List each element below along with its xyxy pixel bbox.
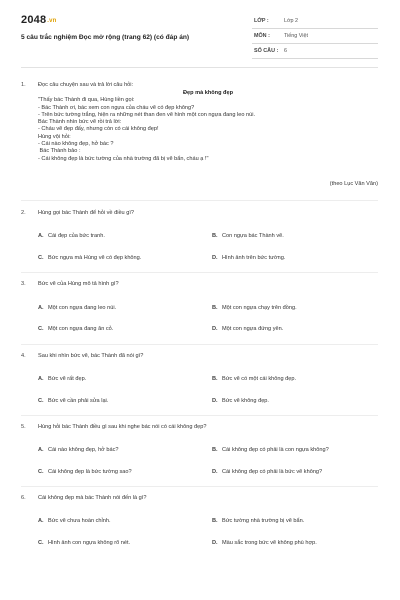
meta-key: SỐ CÂU :	[254, 48, 279, 54]
option-text: Cái nào không đẹp, hở bác?	[48, 447, 119, 453]
option-label: C.	[38, 326, 44, 332]
option-text: Một con ngựa chạy trên đồng.	[222, 305, 297, 311]
option-label: C.	[38, 255, 44, 261]
meta-row-subject	[252, 29, 378, 44]
option-d[interactable]	[212, 540, 317, 547]
option-text: Bức vẽ có một cái không đẹp.	[222, 376, 297, 382]
page-header	[0, 0, 400, 68]
option-label: C.	[38, 398, 44, 404]
passage-line: - Trên bức tường trắng, hiện ra những nét than đen vẽ hình một con ngựa đang leo núi.	[38, 111, 256, 118]
option-b[interactable]	[212, 233, 284, 240]
option-label: B.	[212, 518, 218, 524]
question-divider	[21, 344, 378, 345]
question-number: 5.	[21, 424, 26, 430]
meta-value: Lớp 2	[284, 18, 299, 24]
option-a[interactable]	[38, 233, 105, 240]
passage-line: - Bác Thành ơi, bác xem con ngựa của cháu vẽ có đẹp không?	[38, 104, 195, 111]
option-c[interactable]	[38, 540, 130, 547]
passage-line: - Cái không đẹp là bức tường của nhà trường đã bị vẽ bẩn, cháu ạ !"	[38, 155, 209, 162]
option-label: A.	[38, 305, 44, 311]
story-passage	[38, 90, 378, 190]
option-label: C.	[38, 469, 44, 475]
question-stem: Bức vẽ của Hùng mô tả hình gì?	[38, 281, 119, 287]
meta-key: LỚP :	[254, 18, 269, 24]
option-label: B.	[212, 233, 218, 239]
option-label: D.	[212, 326, 218, 332]
question-stem: Cái không đẹp mà bác Thành nói đến là gì?	[38, 495, 147, 501]
option-label: D.	[212, 469, 218, 475]
question-divider	[21, 200, 378, 201]
option-text: Một con ngựa đang leo núi.	[48, 305, 117, 311]
option-d[interactable]	[212, 326, 283, 333]
option-a[interactable]	[38, 518, 111, 525]
option-text: Cái không đẹp có phải là bức vẽ không?	[222, 469, 323, 475]
meta-key: MÔN :	[254, 33, 270, 39]
passage-line: "Thấy bác Thành đi qua, Hùng liền gọi:	[38, 97, 135, 104]
option-text: Bức vẽ chưa hoàn chỉnh.	[48, 518, 111, 524]
question-divider	[21, 486, 378, 487]
passage-line: Bác Thành bảo :	[38, 148, 81, 155]
question-number: 6.	[21, 495, 26, 501]
option-text: Một con ngựa đứng yên.	[222, 326, 284, 332]
option-text: Hình ảnh trên bức tường.	[222, 255, 286, 261]
passage-line: Hùng vội hỏi:	[38, 133, 71, 140]
option-text: Một con ngựa đang ăn cỏ.	[48, 326, 114, 332]
option-text: Bức ngựa mà Hùng vẽ có đẹp không.	[48, 255, 142, 261]
option-text: Bức vẽ cần phải sửa lại.	[48, 398, 109, 404]
option-text: Hình ảnh con ngựa không rõ nét.	[48, 540, 131, 546]
option-text: Màu sắc trong bức vẽ không phù hợp.	[222, 540, 317, 546]
option-a[interactable]	[38, 305, 116, 312]
option-text: Bức vẽ không đẹp.	[222, 398, 269, 404]
question-stem: Hùng hỏi bác Thành điều gì sau khi nghe bác nói có cái không đẹp?	[38, 424, 207, 430]
header-divider	[21, 67, 378, 68]
option-label: A.	[38, 376, 44, 382]
meta-row-count	[252, 44, 378, 59]
option-a[interactable]	[38, 376, 86, 383]
site-logo[interactable]	[21, 14, 57, 26]
question-number: 1.	[21, 82, 26, 88]
option-label: D.	[212, 255, 218, 261]
question-stem: Hùng gọi bác Thành để hỏi về điều gì?	[38, 210, 134, 216]
meta-table	[252, 14, 378, 59]
passage-line: Bác Thành nhìn bức vẽ rồi trả lời:	[38, 119, 122, 126]
option-c[interactable]	[38, 469, 132, 476]
option-text: Cái đẹp của bức tranh.	[48, 233, 105, 239]
meta-row-class	[252, 14, 378, 29]
option-label: B.	[212, 376, 218, 382]
question-number: 2.	[21, 210, 26, 216]
option-c[interactable]	[38, 326, 113, 333]
passage-title: Đẹp mà không đẹp	[182, 90, 234, 96]
passage-author: (theo Lục Văn Văn)	[329, 181, 378, 187]
option-c[interactable]	[38, 255, 141, 262]
question-divider	[21, 272, 378, 273]
option-label: A.	[38, 447, 44, 453]
option-b[interactable]	[212, 376, 296, 383]
question-number: 4.	[21, 353, 26, 359]
option-b[interactable]	[212, 518, 304, 525]
option-d[interactable]	[212, 398, 269, 405]
option-label: A.	[38, 233, 44, 239]
option-text: Cái không đẹp có phải là con ngựa không?	[222, 447, 329, 453]
question-stem: Sau khi nhìn bức vẽ, bác Thành đã nói gì?	[38, 353, 144, 359]
option-text: Bức vẽ rất đẹp.	[48, 376, 87, 382]
logo-text: 2048	[21, 14, 47, 26]
option-d[interactable]	[212, 469, 322, 476]
question-stem: Đọc câu chuyện sau và trả lời câu hỏi:	[38, 82, 134, 88]
document-title: 5 câu trắc nghiệm Đọc mở rộng (trang 62) (có đáp án)	[21, 34, 190, 41]
logo-suffix: .vn	[47, 18, 57, 24]
question-number: 3.	[21, 281, 26, 287]
question-divider	[21, 415, 378, 416]
meta-value: 6	[284, 48, 287, 54]
option-a[interactable]	[38, 447, 119, 454]
option-c[interactable]	[38, 398, 108, 405]
option-text: Bức tường nhà trường bị vẽ bẩn.	[222, 518, 305, 524]
meta-value: Tiếng Việt	[284, 33, 308, 39]
passage-line: - Cháu vẽ đẹp đấy, nhưng còn có cái không đẹp!	[38, 126, 159, 133]
option-label: D.	[212, 398, 218, 404]
option-text: Con ngựa bác Thành vẽ.	[222, 233, 284, 239]
option-label: D.	[212, 540, 218, 546]
option-d[interactable]	[212, 255, 285, 262]
option-b[interactable]	[212, 447, 329, 454]
option-label: B.	[212, 305, 218, 311]
option-label: A.	[38, 518, 44, 524]
option-b[interactable]	[212, 305, 297, 312]
passage-line: - Cái nào không đẹp, hở bác ?	[38, 141, 114, 148]
option-label: C.	[38, 540, 44, 546]
option-text: Cái không đẹp là bức tường sao?	[48, 469, 132, 475]
option-label: B.	[212, 447, 218, 453]
